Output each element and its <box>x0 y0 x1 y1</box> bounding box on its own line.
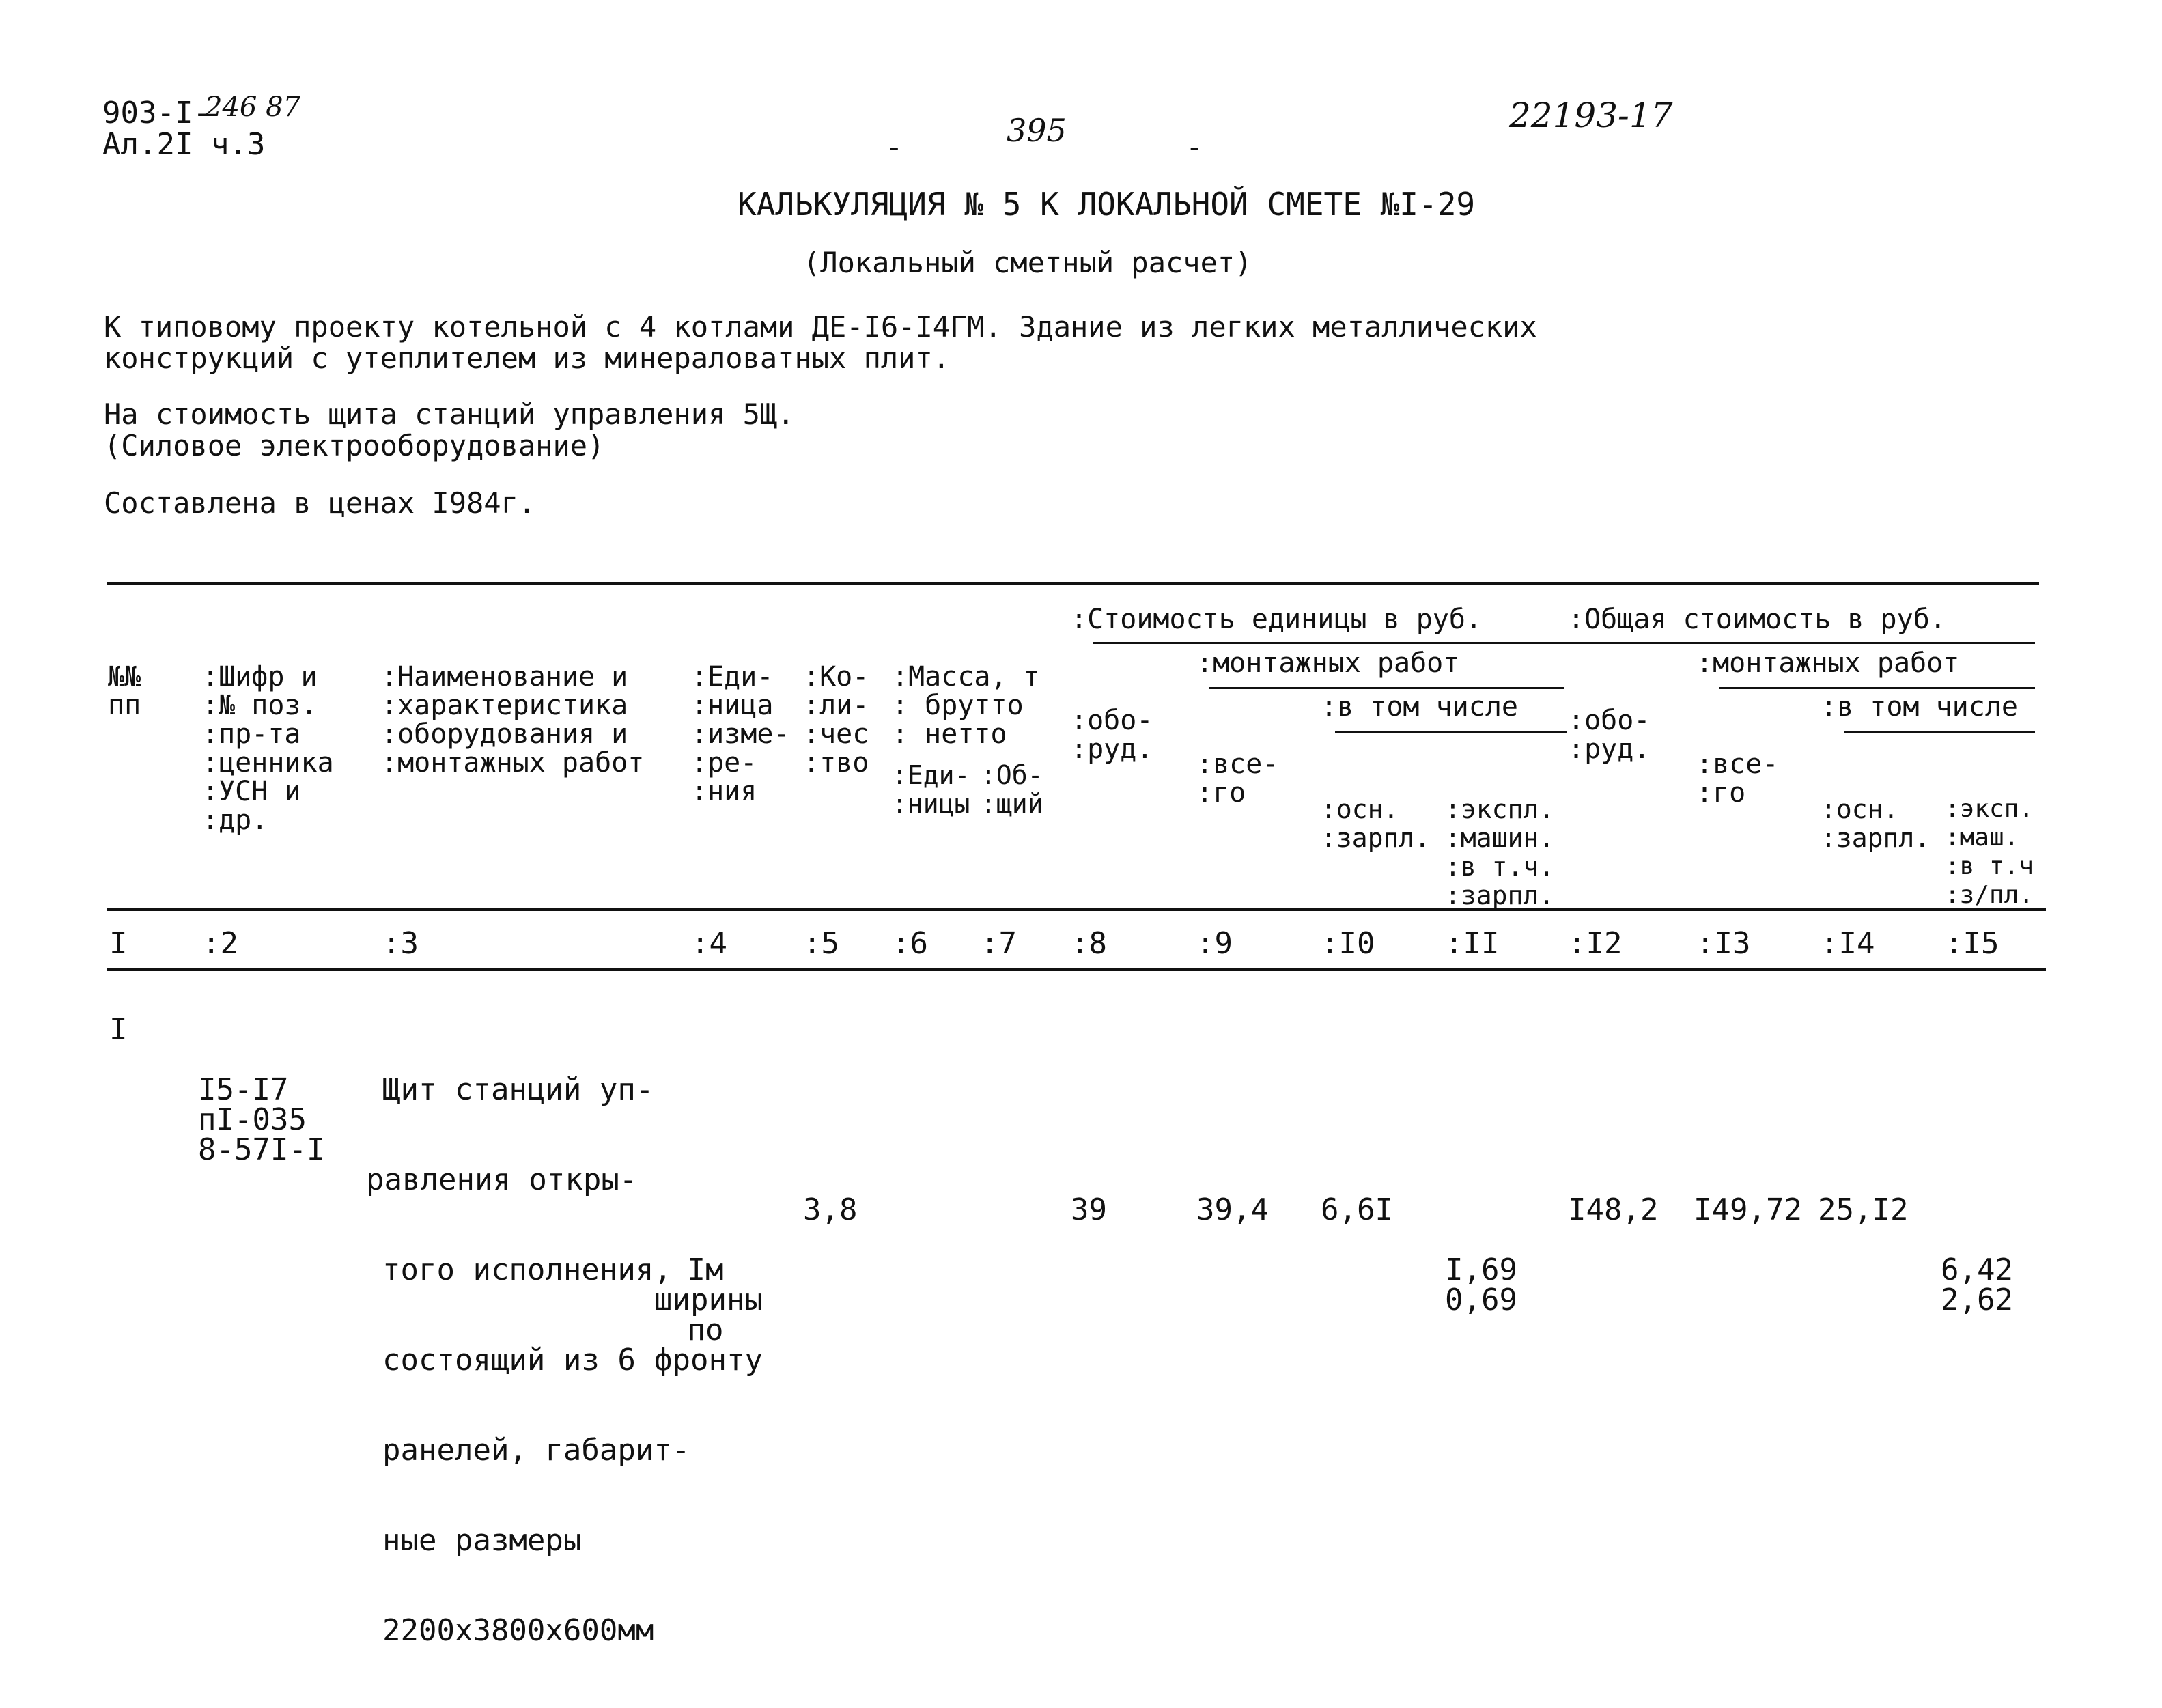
unit-mount-rule <box>1209 687 1564 689</box>
total-incl-rule <box>1844 731 2035 733</box>
doc-code-handwritten: 246 87 <box>205 92 300 123</box>
row-machine-total: 6,42 2,62 <box>1941 1252 2013 1317</box>
unit-incl-rule <box>1335 731 1567 733</box>
document-title: КАЛЬКУЛЯЦИЯ № 5 К ЛОКАЛЬНОЙ СМЕТЕ №I-29 <box>738 186 1476 223</box>
description-line1: К типовому проекту котельной с 4 котлами ДЕ-I6-I4ГМ. Здание из легких металлических <box>104 310 1537 344</box>
doc-code: 903-I- <box>102 96 211 130</box>
header-col-5: :Ко- :ли- :чес :тво <box>803 661 869 779</box>
description-line2: конструкций с утеплителем из минераловатных плит. <box>104 341 951 375</box>
column-number: :I0 <box>1321 926 1375 961</box>
column-number: :7 <box>981 926 1017 961</box>
header-col-3: :Наименование и :характеристика :оборудования и :монтажных работ <box>381 661 645 779</box>
header-bottom-rule <box>107 908 2046 911</box>
column-number: :9 <box>1196 926 1233 961</box>
header-mass: :Масса, т : брутто : нетто <box>892 661 1040 750</box>
prices-note: Составлена в ценах I984г. <box>104 486 536 520</box>
header-unit-cost: :Стоимость единицы в руб. <box>1071 604 1483 635</box>
header-unit-mount: :монтажных работ <box>1196 647 1460 679</box>
header-total-incl: :в том числе <box>1821 691 2018 723</box>
column-number-rule <box>107 968 2046 971</box>
header-col-12: :обо- :руд. <box>1568 705 1651 765</box>
header-col-6: :Еди- :ницы <box>892 760 970 819</box>
unit-cost-rule <box>1093 642 2035 644</box>
row-mount-total-unit: 39,4 <box>1196 1192 1269 1227</box>
header-total-cost: :Общая стоимость в руб. <box>1568 604 1946 635</box>
sheet-number: 22193-17 <box>1509 96 1673 135</box>
header-col-8: :обо- :руд. <box>1071 705 1153 765</box>
column-number: :II <box>1445 926 1500 961</box>
header-col-7: :Об- :щий <box>981 760 1043 819</box>
header-col-4: :Еди- :ница :изме- :ре- :ния <box>691 661 790 807</box>
subject-line2: (Силовое электрооборудование) <box>104 429 605 462</box>
row-code: I5-I7 пI-035 8-57I-I <box>198 1072 325 1167</box>
header-col-11: :экспл. :машин. :в т.ч. :зарпл. <box>1445 794 1555 910</box>
header-col-14: :осн. :зарпл. <box>1821 794 1931 853</box>
column-number: :I3 <box>1696 926 1751 961</box>
row-qty: 3,8 <box>803 1192 858 1227</box>
column-number: :4 <box>691 926 727 961</box>
row-number: I <box>109 1012 128 1047</box>
row-machine-unit: I,69 0,69 <box>1445 1252 1517 1317</box>
header-col-2: :Шифр и :№ поз. :пр-та :ценника :УСН и :др. <box>202 661 334 836</box>
header-total-mount: :монтажных работ <box>1696 647 1960 679</box>
row-wage-total: 25,I2 <box>1818 1192 1909 1227</box>
header-col-1: №№ пп <box>108 661 141 721</box>
header-col-15: :эксп. :маш. :в т.ч :з/пл. <box>1945 795 2034 909</box>
dash-left: - <box>885 130 903 165</box>
table-top-rule <box>107 582 2039 585</box>
column-number: I <box>109 926 128 961</box>
column-number: :I4 <box>1821 926 1875 961</box>
header-unit-incl: :в том числе <box>1321 691 1518 723</box>
document-subtitle: (Локальный сметный расчет) <box>803 246 1252 279</box>
header-col-10: :осн. :зарпл. <box>1321 794 1431 853</box>
header-col-9: :все- :го <box>1196 748 1279 809</box>
subject-line1: На стоимость щита станций управления 5Щ. <box>104 397 795 431</box>
column-number: :I2 <box>1568 926 1623 961</box>
column-number: :8 <box>1071 926 1107 961</box>
album-ref: Ал.2I ч.3 <box>102 127 266 162</box>
row-name: Щит станций уп- равления откры- того исполнения, состоящий из 6 ранелей, габарит- ные размеры 2200х3800х600мм <box>366 1072 690 1648</box>
column-number: :2 <box>202 926 238 961</box>
column-number: :3 <box>382 926 419 961</box>
row-wage-unit: 6,6I <box>1321 1192 1393 1227</box>
row-unit: Iм ширины по фронту <box>654 1252 763 1377</box>
row-equip-unit: 39 <box>1071 1192 1107 1227</box>
header-col-13: :все- :го <box>1696 748 1779 809</box>
row-equip-total: I48,2 <box>1568 1192 1659 1227</box>
row-mount-total: I49,72 <box>1694 1192 1802 1227</box>
column-number: :5 <box>803 926 839 961</box>
page-number: 395 <box>1007 112 1067 149</box>
total-mount-rule <box>1719 687 2035 689</box>
dash-right: - <box>1185 130 1204 165</box>
column-number: :I5 <box>1945 926 1999 961</box>
column-number: :6 <box>892 926 928 961</box>
